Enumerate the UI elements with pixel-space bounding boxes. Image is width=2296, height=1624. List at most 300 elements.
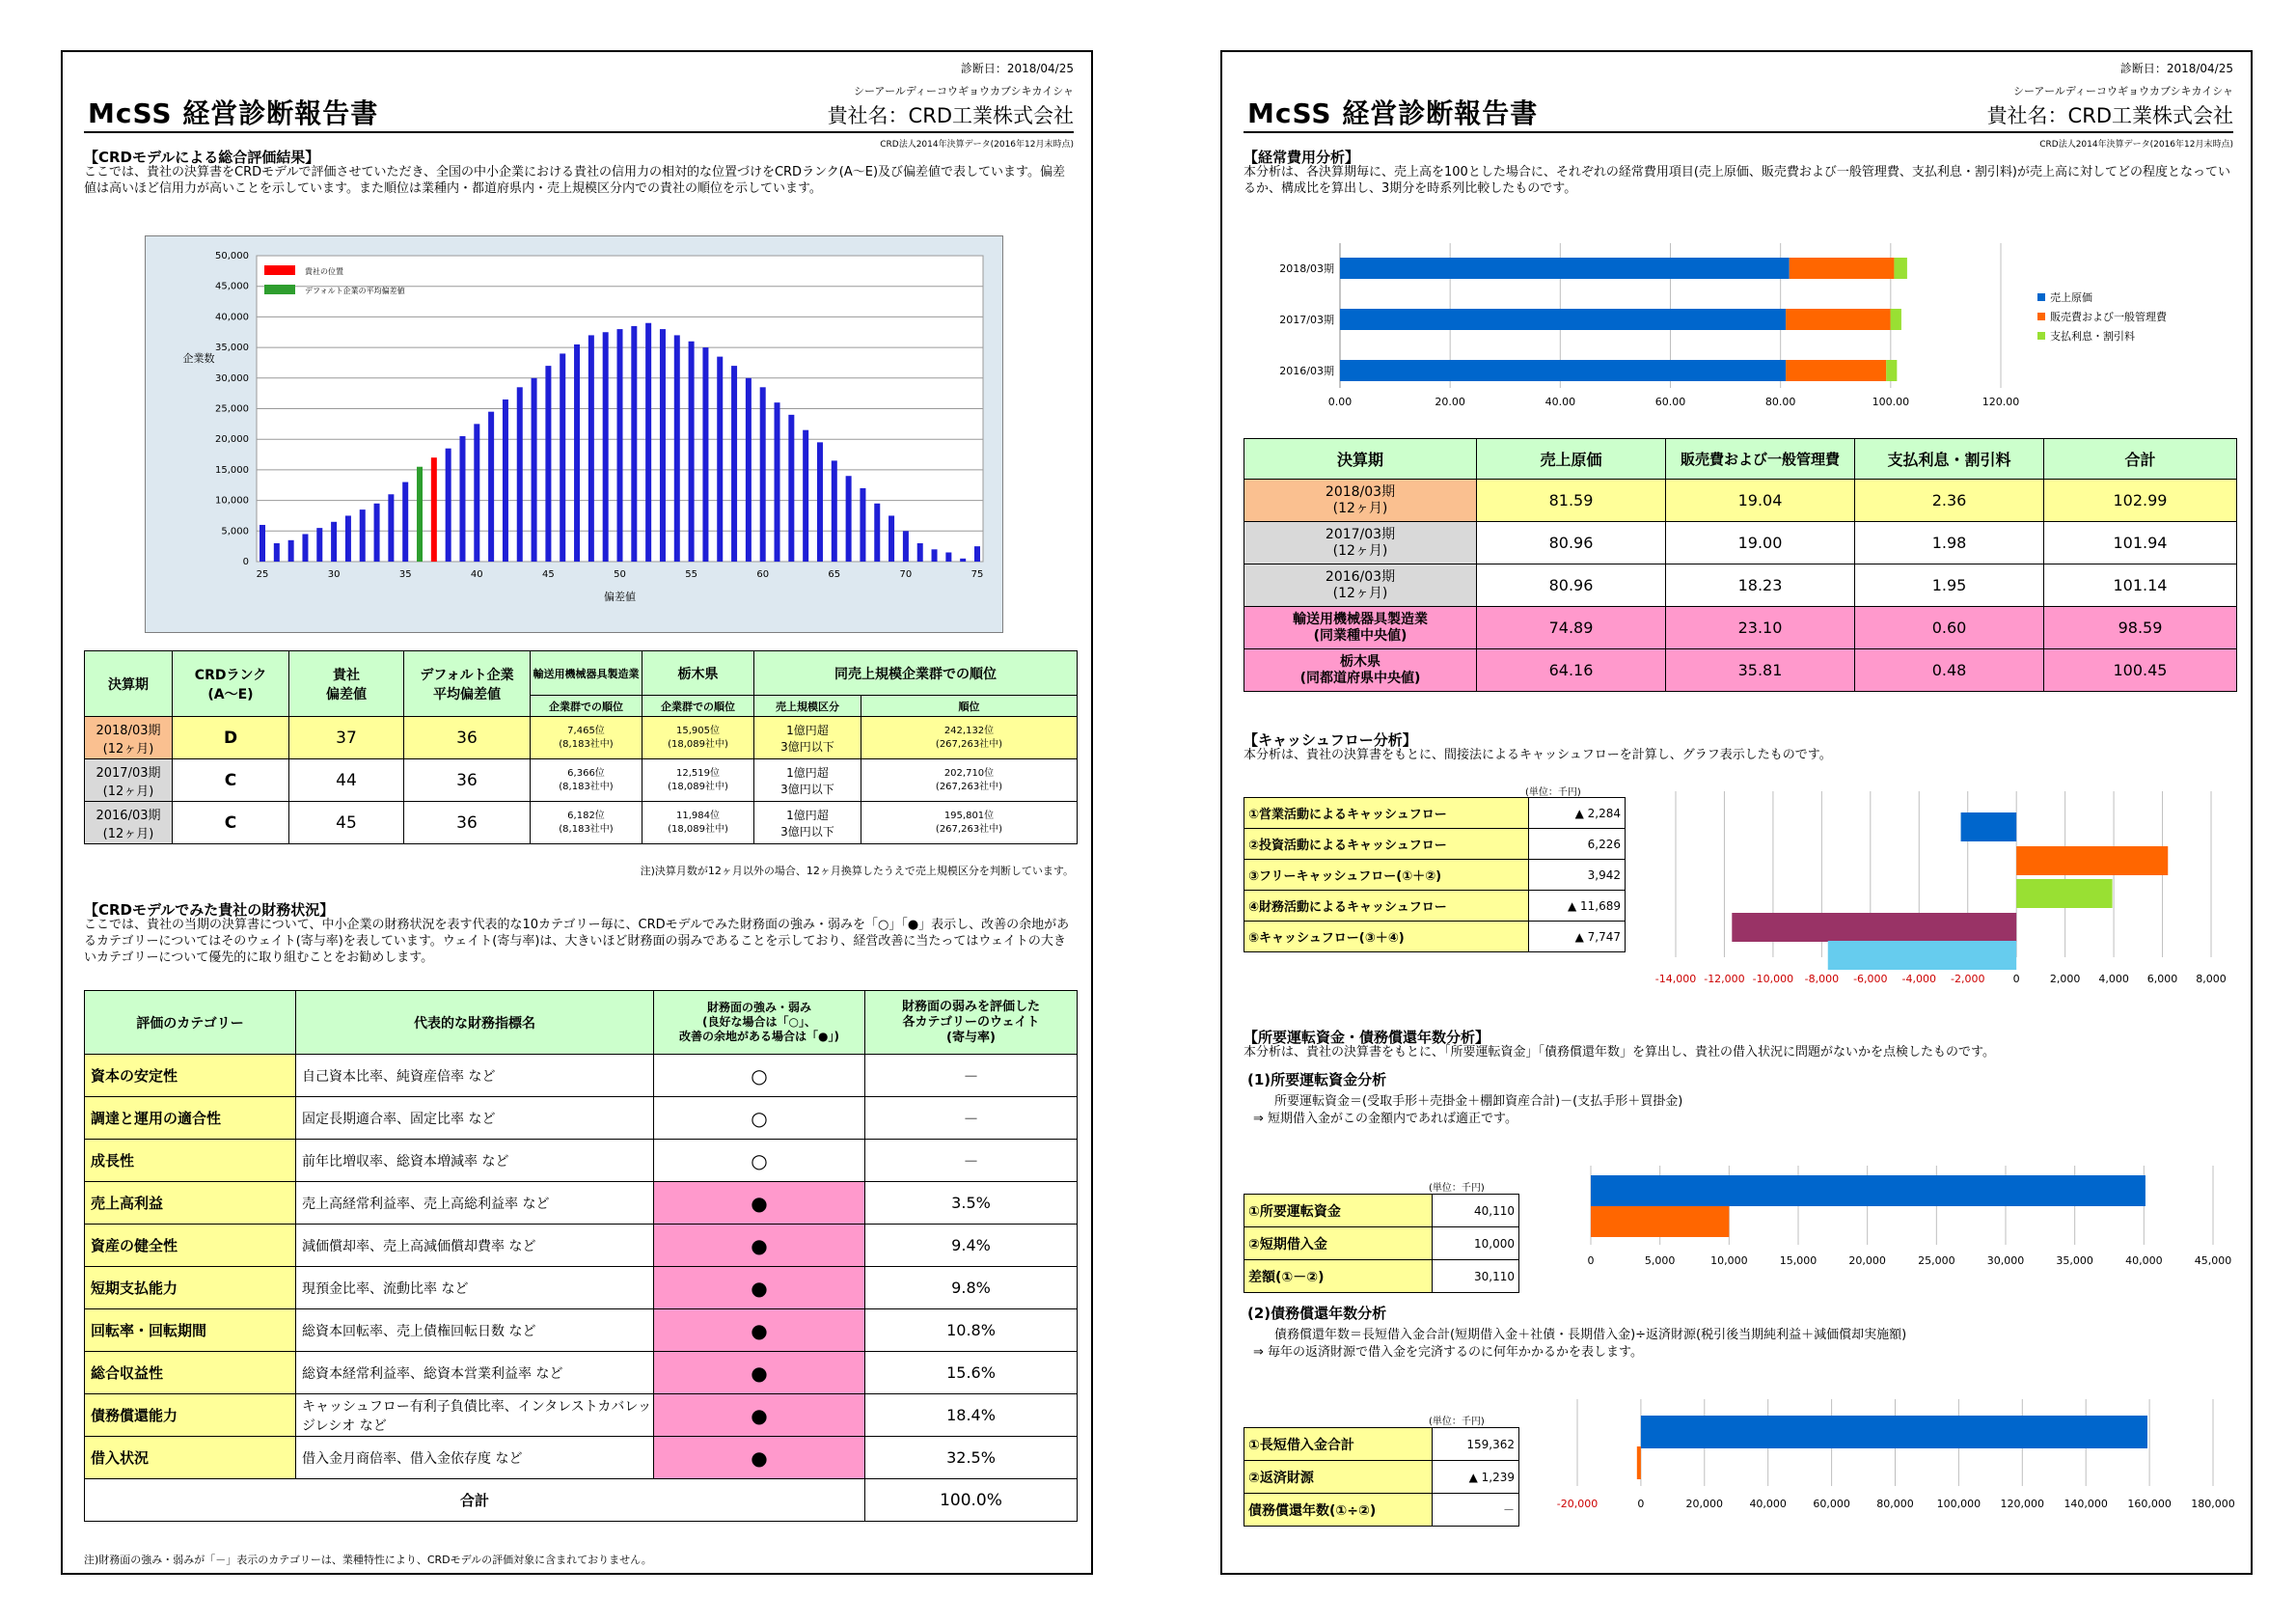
distribution-bar bbox=[874, 504, 880, 562]
header-divider bbox=[1244, 131, 2233, 133]
x-tick-label: 20,000 bbox=[1685, 1498, 1724, 1510]
stacked-bar-segment bbox=[1891, 309, 1901, 330]
rank-table bbox=[84, 650, 1078, 844]
x-tick-label: -20,000 bbox=[1556, 1498, 1599, 1510]
category-name: 売上高利益 bbox=[85, 1182, 296, 1225]
weight-value: 3.5% bbox=[865, 1182, 1078, 1225]
section-title-cf: 【キャッシュフロー分析】 bbox=[1244, 731, 1417, 749]
diagnosis-date: 診断日：2018/04/25 bbox=[2119, 62, 2233, 75]
th-industry: 輸送用機械器具製造業 bbox=[531, 651, 642, 696]
row-label: ①長短借入金合計 bbox=[1244, 1428, 1433, 1461]
indicator-names: 自己資本比率、純資産倍率 など bbox=[296, 1055, 654, 1097]
size-from: 1億円超 bbox=[786, 765, 829, 780]
section-desc-overall: ここでは、貴社の決算書をCRDモデルで評価させていただき、全国の中小企業における貴社の信用力の相対的な位置づけをCRDランク(A〜E)及び偏差値で表しています。偏差値は高いほど信用力が高いことを示しています。また順位は業種内・都道府県内・売上規模区分内での貴社の順位を示しています。 bbox=[84, 165, 1066, 196]
distribution-bar bbox=[803, 430, 808, 562]
strength-mark: ● bbox=[654, 1352, 865, 1394]
value-bar bbox=[1637, 1446, 1641, 1479]
x-tick-label: 10,000 bbox=[1710, 1254, 1748, 1267]
size-class-cell bbox=[754, 802, 861, 844]
th-sub-industry: 企業群での順位 bbox=[531, 696, 642, 717]
y-tick-label: 30,000 bbox=[215, 372, 249, 384]
th-size-rank: 同売上規模企業群での順位 bbox=[754, 651, 1078, 696]
crd-rank-cell: D bbox=[173, 717, 289, 759]
row-label: ③フリーキャッシュフロー(①＋②) bbox=[1244, 860, 1529, 891]
stacked-bar-segment bbox=[1790, 258, 1895, 279]
x-tick-label: 120,000 bbox=[2000, 1498, 2045, 1510]
x-tick-label: 15,000 bbox=[1779, 1254, 1818, 1267]
legend-label-company: 貴社の位置 bbox=[305, 267, 343, 276]
working-capital-chart bbox=[1533, 1156, 2232, 1272]
distribution-bar bbox=[960, 559, 966, 562]
row-label: 債務償還年数(①÷②) bbox=[1244, 1494, 1433, 1527]
x-tick-label: 80.00 bbox=[1764, 396, 1796, 408]
th-crd-rank: CRDランク (A〜E) bbox=[173, 651, 289, 717]
x-tick-label: 30 bbox=[327, 569, 341, 580]
company-position-bar bbox=[431, 457, 437, 562]
cost-table bbox=[1244, 438, 2237, 692]
th-sga: 販売費および一般管理費 bbox=[1666, 439, 1855, 480]
debt-unit: (単位：千円) bbox=[1429, 1417, 1485, 1427]
size-from: 1億円超 bbox=[786, 808, 829, 822]
pref-total: (18,089社中) bbox=[668, 738, 728, 750]
category-footnote: 注)財務面の強み・弱みが「－」表示のカテゴリーは、業種特性により、CRDモデルの評価対象に含まれておりません。 bbox=[84, 1554, 652, 1566]
legend-label: 支払利息・割引料 bbox=[2050, 330, 2135, 343]
strength-mark: ● bbox=[654, 1267, 865, 1309]
x-tick-label: 0 bbox=[1637, 1498, 1645, 1510]
table-row bbox=[1244, 1260, 1519, 1293]
y-tick-label: 25,000 bbox=[215, 403, 249, 415]
table-row bbox=[85, 1309, 1078, 1352]
weight-value: 10.8% bbox=[865, 1309, 1078, 1352]
size-to: 3億円以下 bbox=[780, 782, 834, 796]
size-to: 3億円以下 bbox=[780, 824, 834, 839]
y-tick-label: 40,000 bbox=[215, 312, 249, 323]
size-from: 1億円超 bbox=[786, 723, 829, 737]
distribution-bar bbox=[631, 326, 637, 562]
x-tick-label: -8,000 bbox=[1804, 973, 1840, 985]
table-row bbox=[1244, 860, 1626, 891]
period-text: 2018/03期 bbox=[96, 723, 161, 738]
stacked-bar-segment bbox=[1340, 360, 1786, 381]
period-cell bbox=[1244, 564, 1477, 607]
size-class-cell bbox=[754, 759, 861, 802]
default-dev-cell: 36 bbox=[404, 717, 531, 759]
x-tick-label: 40,000 bbox=[1749, 1498, 1787, 1510]
table-row bbox=[1244, 522, 2237, 564]
category-name: 調達と運用の適合性 bbox=[85, 1097, 296, 1140]
y-tick-label: 5,000 bbox=[221, 526, 249, 537]
th-cost-of-sales: 売上原価 bbox=[1477, 439, 1666, 480]
weight-value: 32.5% bbox=[865, 1437, 1078, 1479]
distribution-bar bbox=[459, 436, 465, 562]
category-name: 資本の安定性 bbox=[85, 1055, 296, 1097]
x-tick-label: -12,000 bbox=[1704, 973, 1745, 985]
strength-mark: ● bbox=[654, 1309, 865, 1352]
section-desc-wc: 本分析は、貴社の決算書をもとに、「所要運転資金」「債務償還年数」を算出し、貴社の借入状況に問題がないかを点検したものです。 bbox=[1244, 1045, 1995, 1060]
cost-value: 80.96 bbox=[1477, 522, 1666, 564]
wc-table-body bbox=[1244, 1195, 1519, 1293]
distribution-bar bbox=[746, 378, 752, 562]
deviation-cell: 37 bbox=[289, 717, 404, 759]
legend-swatch-default bbox=[264, 285, 295, 294]
y-tick-label: 50,000 bbox=[215, 251, 249, 261]
table-row bbox=[1244, 607, 2237, 649]
x-tick-label: 0.00 bbox=[1327, 396, 1353, 408]
th-category: 評価のカテゴリー bbox=[85, 991, 296, 1055]
row-sublabel: (12ヶ月) bbox=[1332, 585, 1388, 601]
cost-value: 74.89 bbox=[1477, 607, 1666, 649]
cost-value: 19.04 bbox=[1666, 480, 1855, 522]
x-tick-label: 100,000 bbox=[1936, 1498, 1982, 1510]
industry-rank-cell bbox=[531, 759, 642, 802]
weight-value: － bbox=[865, 1140, 1078, 1182]
indicator-names: 減価償却率、売上高減価償却費率 など bbox=[296, 1225, 654, 1267]
row-label: 2018/03期 bbox=[1325, 483, 1396, 500]
pref-rank-cell bbox=[642, 802, 754, 844]
table-row bbox=[85, 759, 1078, 802]
debt-repayment-chart bbox=[1533, 1390, 2235, 1515]
stacked-bar-segment bbox=[1340, 309, 1786, 330]
pref-rank: 15,905位 bbox=[676, 725, 720, 736]
cost-value: 64.16 bbox=[1477, 649, 1666, 692]
y-axis-label: 企業数 bbox=[182, 352, 215, 365]
indicator-names: 総資本経常利益率、総資本営業利益率 など bbox=[296, 1352, 654, 1394]
default-dev-cell: 36 bbox=[404, 759, 531, 802]
value-bar bbox=[1591, 1206, 1729, 1237]
size-total: (267,263社中) bbox=[935, 738, 1003, 750]
x-tick-label: 35,000 bbox=[2056, 1254, 2093, 1267]
row-label: ④財務活動によるキャッシュフロー bbox=[1244, 891, 1529, 922]
distribution-bar bbox=[674, 335, 680, 562]
legend-swatch bbox=[2037, 293, 2045, 301]
cost-value: 102.99 bbox=[2044, 480, 2237, 522]
distribution-bar bbox=[360, 509, 366, 562]
legend-swatch-company bbox=[264, 265, 295, 275]
weight-value: － bbox=[865, 1055, 1078, 1097]
table-row bbox=[1244, 891, 1626, 922]
x-tick-label: 65 bbox=[828, 569, 841, 580]
row-value: ▲ 2,284 bbox=[1529, 798, 1626, 829]
th-period: 決算期 bbox=[85, 651, 173, 717]
x-tick-label: -4,000 bbox=[1901, 973, 1937, 985]
table-row bbox=[85, 717, 1078, 759]
wc-formula-2: 債務償還年数＝長短借入金合計(短期借入金＋社債・長期借入金)÷返済財源(税引後当期純利益＋減価償却実施額) bbox=[1274, 1328, 1907, 1342]
size-to: 3億円以下 bbox=[780, 739, 834, 754]
size-total: (267,263社中) bbox=[935, 781, 1003, 792]
distribution-bar bbox=[388, 494, 394, 562]
y-tick-label: 45,000 bbox=[215, 281, 249, 292]
distribution-bar bbox=[603, 332, 609, 562]
default-dev-cell: 36 bbox=[404, 802, 531, 844]
row-sublabel: (12ヶ月) bbox=[1332, 500, 1388, 516]
table-row bbox=[1244, 480, 2237, 522]
distribution-bar bbox=[302, 534, 308, 562]
distribution-bar bbox=[345, 515, 351, 562]
table-row bbox=[1244, 1195, 1519, 1227]
deviation-cell: 44 bbox=[289, 759, 404, 802]
size-rank-cell bbox=[861, 802, 1078, 844]
stacked-bar-segment bbox=[1786, 360, 1886, 381]
x-tick-label: 40.00 bbox=[1544, 396, 1576, 408]
row-value: 159,362 bbox=[1433, 1428, 1519, 1461]
industry-total: (8,183社中) bbox=[559, 781, 614, 792]
category-name: 資産の健全性 bbox=[85, 1225, 296, 1267]
x-tick-label: 0 bbox=[1587, 1254, 1595, 1267]
table-row bbox=[85, 1182, 1078, 1225]
distribution-bar bbox=[474, 424, 479, 562]
row-value: ▲ 1,239 bbox=[1433, 1461, 1519, 1494]
x-tick-label: 45 bbox=[542, 569, 555, 580]
distribution-bar bbox=[903, 531, 909, 562]
x-tick-label: 60 bbox=[756, 569, 770, 580]
cf-unit: (単位：千円) bbox=[1525, 787, 1581, 798]
distribution-bar bbox=[660, 329, 666, 562]
section-desc-financial: ここでは、貴社の当期の決算書について、中小企業の財務状況を表す代表的な10カテゴリー毎に、CRDモデルでみた財務面の強み・弱みを「○」「●」表示し、改善の余地があるカテゴリーについてはそのウェイト(寄与率)を表しています。ウェイト(寄与率)は、大きいほど財務面の弱みであることを示しており、経営改善に当たってはウェイトの大きいカテゴリーについて優先的に取り組むことをお勧めします。 bbox=[84, 918, 1070, 965]
category-name: 回転率・回転期間 bbox=[85, 1309, 296, 1352]
pref-rank-cell bbox=[642, 717, 754, 759]
company-name: 貴社名：CRD工業株式会社 bbox=[827, 104, 1074, 127]
distribution-bar bbox=[645, 323, 651, 562]
table-row bbox=[1244, 1461, 1519, 1494]
row-value: 3,942 bbox=[1529, 860, 1626, 891]
indicator-names: 総資本回転率、売上債権回転日数 など bbox=[296, 1309, 654, 1352]
distribution-bar bbox=[517, 387, 523, 562]
legend-label-default: デフォルト企業の平均偏差値 bbox=[305, 287, 405, 295]
indicator-names: キャッシュフロー有利子負債比率、インタレストカバレッジレシオ など bbox=[296, 1394, 654, 1437]
cost-ratio-chart bbox=[1232, 234, 2235, 427]
x-tick-label: 80,000 bbox=[1876, 1498, 1914, 1510]
strength-mark: ● bbox=[654, 1394, 865, 1437]
stacked-bar-segment bbox=[1894, 258, 1906, 279]
section-title-financial: 【CRDモデルでみた貴社の財務状況】 bbox=[84, 901, 335, 919]
table-row bbox=[1244, 829, 1626, 860]
value-bar bbox=[2016, 846, 2168, 875]
period-cell bbox=[1244, 649, 1477, 692]
category-table bbox=[84, 990, 1078, 1522]
category-name: 総合収益性 bbox=[85, 1352, 296, 1394]
row-label: 2017/03期 bbox=[1325, 526, 1396, 542]
x-tick-label: 5,000 bbox=[1644, 1254, 1676, 1267]
row-value: － bbox=[1433, 1494, 1519, 1527]
distribution-bar bbox=[788, 415, 794, 562]
weight-value: 15.6% bbox=[865, 1352, 1078, 1394]
category-name: 短期支払能力 bbox=[85, 1267, 296, 1309]
row-label: ⑤キャッシュフロー(③＋④) bbox=[1244, 922, 1529, 952]
indicator-names: 借入金月商倍率、借入金依存度 など bbox=[296, 1437, 654, 1479]
x-tick-label: 60,000 bbox=[1813, 1498, 1850, 1510]
section-title-overall: 【CRDモデルによる総合評価結果】 bbox=[84, 149, 320, 166]
th-prefecture: 栃木県 bbox=[642, 651, 754, 696]
value-bar bbox=[2016, 879, 2112, 908]
value-bar bbox=[1641, 1416, 2147, 1448]
section-title-cost: 【経常費用分析】 bbox=[1244, 149, 1360, 166]
pref-rank: 11,984位 bbox=[676, 810, 720, 821]
category-name: 債務償還能力 bbox=[85, 1394, 296, 1437]
cost-value: 80.96 bbox=[1477, 564, 1666, 607]
x-tick-label: 120.00 bbox=[1982, 396, 2020, 408]
row-label: 差額(①－②) bbox=[1244, 1260, 1433, 1293]
distribution-bar bbox=[702, 347, 708, 562]
strength-mark: ● bbox=[654, 1182, 865, 1225]
deviation-cell: 45 bbox=[289, 802, 404, 844]
report-title: McSS 経営診断報告書 bbox=[88, 97, 379, 129]
x-tick-label: -6,000 bbox=[1853, 973, 1888, 985]
weight-value: － bbox=[865, 1097, 1078, 1140]
y-tick-label: 20,000 bbox=[215, 434, 249, 446]
company-name: 貴社名：CRD工業株式会社 bbox=[1986, 104, 2233, 127]
rank-table-note: 注)決算月数が12ヶ月以外の場合、12ヶ月換算したうえで売上規模区分を判断しています。 bbox=[640, 865, 1074, 877]
size-rank-cell bbox=[861, 759, 1078, 802]
row-label: 栃木県 bbox=[1340, 653, 1380, 670]
pref-total: (18,089社中) bbox=[668, 781, 728, 792]
period-cell bbox=[85, 717, 173, 759]
debt-table bbox=[1244, 1427, 1519, 1527]
x-tick-label: 0 bbox=[2012, 973, 2020, 985]
size-rank: 202,710位 bbox=[943, 767, 995, 779]
distribution-bar bbox=[574, 344, 580, 562]
industry-total: (8,183社中) bbox=[559, 823, 614, 835]
cost-value: 2.36 bbox=[1855, 480, 2044, 522]
legend-swatch bbox=[2037, 332, 2045, 340]
industry-rank-cell bbox=[531, 802, 642, 844]
category-label: 2018/03期 bbox=[1279, 262, 1334, 275]
period-text: 2016/03期 bbox=[96, 808, 161, 823]
size-total: (267,263社中) bbox=[935, 823, 1003, 835]
x-axis-label: 偏差値 bbox=[604, 591, 636, 603]
report-page-2 bbox=[1220, 50, 2253, 1575]
category-label: 2017/03期 bbox=[1279, 314, 1334, 326]
value-bar bbox=[1961, 812, 2017, 841]
distribution-bar bbox=[775, 402, 780, 562]
distribution-bar bbox=[488, 412, 494, 562]
x-tick-label: -10,000 bbox=[1752, 973, 1794, 985]
table-row bbox=[1244, 649, 2237, 692]
distribution-bar bbox=[717, 357, 723, 562]
table-row bbox=[1244, 922, 1626, 952]
months-text: (12ヶ月) bbox=[102, 826, 154, 841]
legend-label: 売上原価 bbox=[2050, 291, 2092, 304]
strength-mark: ○ bbox=[654, 1055, 865, 1097]
row-value: ▲ 11,689 bbox=[1529, 891, 1626, 922]
th-indicator: 代表的な財務指標名 bbox=[296, 991, 654, 1055]
table-row bbox=[85, 1437, 1078, 1479]
row-value: 6,226 bbox=[1529, 829, 1626, 860]
table-row bbox=[1244, 798, 1626, 829]
pref-total: (18,089社中) bbox=[668, 823, 728, 835]
th-period: 決算期 bbox=[1244, 439, 1477, 480]
x-tick-label: 160,000 bbox=[2127, 1498, 2172, 1510]
wc-formula-2b: ⇒ 毎年の返済財源で借入金を完済するのに何年かかるかを表します。 bbox=[1253, 1345, 1643, 1360]
th-sub-prefecture: 企業群での順位 bbox=[642, 696, 754, 717]
industry-rank-cell bbox=[531, 717, 642, 759]
weight-value: 18.4% bbox=[865, 1394, 1078, 1437]
table-row bbox=[85, 1352, 1078, 1394]
data-source-note: CRD法人2014年決算データ(2016年12月末時点) bbox=[2039, 140, 2233, 150]
table-row bbox=[85, 802, 1078, 844]
company-kana: シーアールディーコウギョウカブシキカイシャ bbox=[853, 85, 1074, 97]
diagnosis-date: 診断日：2018/04/25 bbox=[960, 62, 1074, 75]
th-total: 合計 bbox=[2044, 439, 2237, 480]
company-kana: シーアールディーコウギョウカブシキカイシャ bbox=[2012, 85, 2233, 97]
distribution-bar bbox=[932, 549, 938, 562]
default-average-bar bbox=[417, 467, 423, 562]
distribution-bar bbox=[917, 543, 923, 562]
distribution-bar bbox=[446, 449, 451, 562]
x-tick-label: 30,000 bbox=[1986, 1254, 2025, 1267]
distribution-bar bbox=[274, 543, 280, 562]
x-tick-label: 35 bbox=[398, 569, 412, 580]
wc-subtitle-2: (2)債務償還年数分析 bbox=[1247, 1305, 1387, 1322]
x-tick-label: 50 bbox=[614, 569, 626, 580]
x-tick-label: 100.00 bbox=[1872, 396, 1910, 408]
row-label: ②短期借入金 bbox=[1244, 1227, 1433, 1260]
distribution-bar bbox=[560, 353, 565, 562]
row-label: 輸送用機械器具製造業 bbox=[1293, 611, 1428, 627]
cost-value: 81.59 bbox=[1477, 480, 1666, 522]
row-label: 2016/03期 bbox=[1325, 568, 1396, 585]
table-row bbox=[1244, 564, 2237, 607]
crd-rank-cell: C bbox=[173, 802, 289, 844]
distribution-bar bbox=[316, 528, 322, 562]
size-rank: 195,801位 bbox=[943, 810, 995, 821]
x-tick-label: 8,000 bbox=[2196, 973, 2227, 985]
distribution-bar bbox=[817, 442, 823, 562]
industry-rank: 7,465位 bbox=[567, 725, 605, 736]
x-tick-label: -2,000 bbox=[1950, 973, 1985, 985]
row-value: 10,000 bbox=[1433, 1227, 1519, 1260]
size-rank-cell bbox=[861, 717, 1078, 759]
weight-value: 9.8% bbox=[865, 1267, 1078, 1309]
period-cell bbox=[85, 802, 173, 844]
row-sublabel: (同都道府県中央値) bbox=[1299, 670, 1421, 686]
th-strength: 財務面の強み・弱み (良好な場合は「○」、 改善の余地がある場合は「●」) bbox=[654, 991, 865, 1055]
table-row bbox=[85, 1225, 1078, 1267]
cost-table-body bbox=[1244, 480, 2237, 692]
cost-value: 1.95 bbox=[1855, 564, 2044, 607]
wc-unit: (単位：千円) bbox=[1429, 1183, 1485, 1194]
table-row bbox=[85, 1267, 1078, 1309]
section-desc-cost: 本分析は、各決算期毎に、売上高を100とした場合に、それぞれの経常費用項目(売上原価、販売費および一般管理費、支払利息・割引料)が売上高に対してどの程度となっているか、構成比を算出し、3期分を時系列比較したものです。 bbox=[1244, 165, 2230, 196]
months-text: (12ヶ月) bbox=[102, 741, 154, 757]
category-name: 借入状況 bbox=[85, 1437, 296, 1479]
weight-value: 9.4% bbox=[865, 1225, 1078, 1267]
report-title: McSS 経営診断報告書 bbox=[1247, 97, 1539, 129]
distribution-bar bbox=[689, 342, 695, 562]
distribution-bar bbox=[888, 515, 894, 562]
x-tick-label: 25,000 bbox=[1918, 1254, 1955, 1267]
size-class-cell bbox=[754, 717, 861, 759]
th-sub-size: 売上規模区分 bbox=[754, 696, 861, 717]
pref-rank-cell bbox=[642, 759, 754, 802]
section-title-wc: 【所要運転資金・債務償還年数分析】 bbox=[1244, 1029, 1490, 1046]
cost-value: 98.59 bbox=[2044, 607, 2237, 649]
row-label: ①営業活動によるキャッシュフロー bbox=[1244, 798, 1529, 829]
x-tick-label: 180,000 bbox=[2191, 1498, 2235, 1510]
deviation-chart-svg bbox=[146, 236, 1002, 632]
x-tick-label: 20,000 bbox=[1848, 1254, 1886, 1267]
x-tick-label: 45,000 bbox=[2194, 1254, 2232, 1267]
distribution-bar bbox=[945, 552, 951, 562]
size-rank: 242,132位 bbox=[943, 725, 995, 736]
distribution-bar bbox=[846, 476, 852, 562]
y-tick-label: 35,000 bbox=[215, 343, 249, 354]
row-value: 40,110 bbox=[1433, 1195, 1519, 1227]
industry-rank: 6,366位 bbox=[567, 767, 605, 779]
table-row bbox=[85, 1055, 1078, 1097]
distribution-bar bbox=[503, 399, 508, 562]
strength-mark: ○ bbox=[654, 1097, 865, 1140]
stacked-bar-segment bbox=[1340, 258, 1790, 279]
